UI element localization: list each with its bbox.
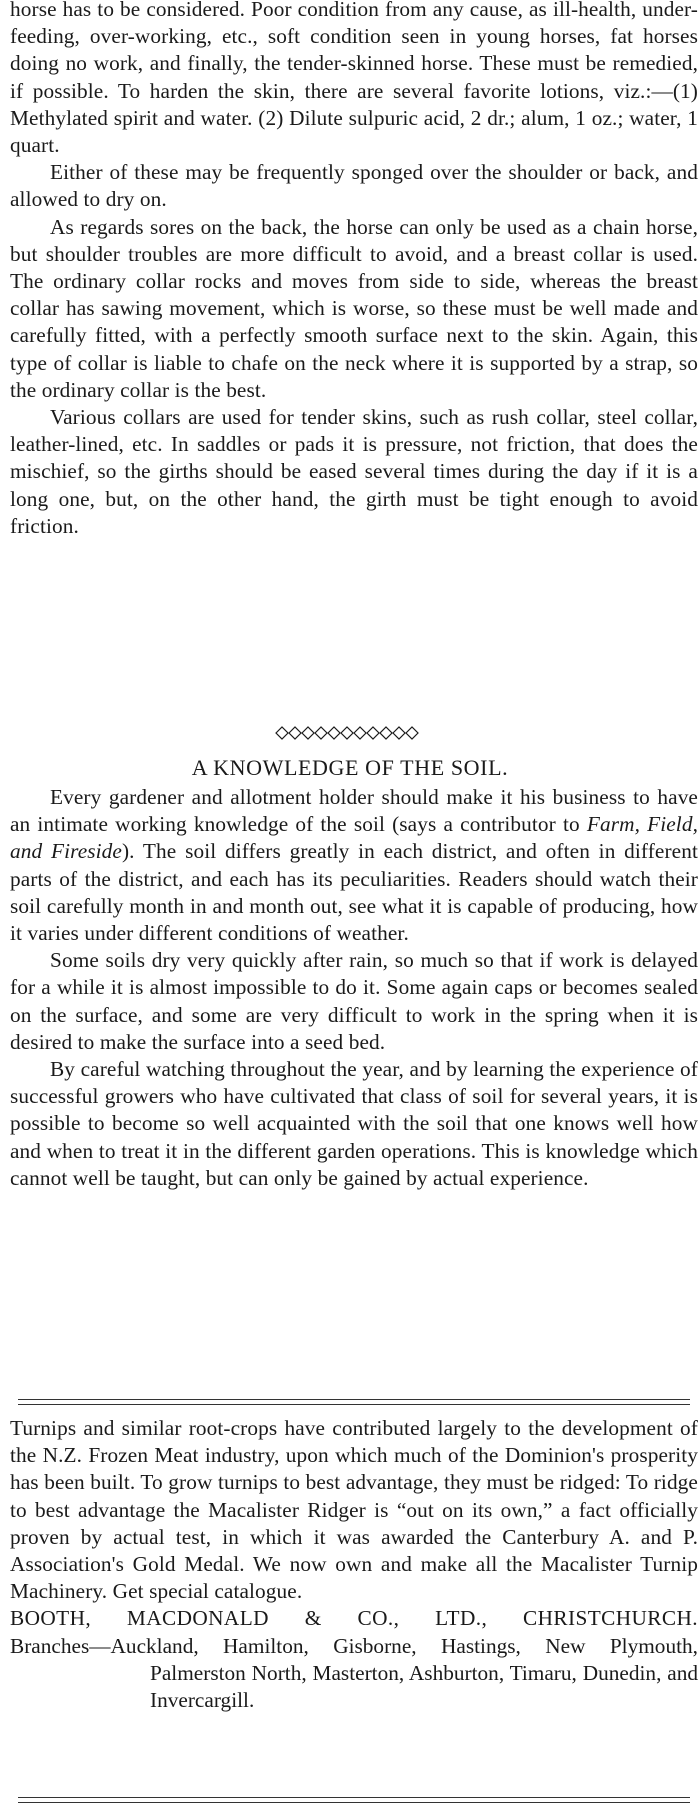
diamond-chain-divider-icon <box>275 726 425 740</box>
advertisement <box>10 1415 698 1714</box>
soil-paragraph-3: By careful watching throughout the year, and by learning the experience of successful growers who have cultivated that class of soil for several years, it is possible to become so well acquainted with the soil that one knows well how and when to treat it in the different garden operations. This is knowledge which cannot well be taught, but can only be gained by actual experience. <box>10 1057 698 1190</box>
publication-title: Farm, Field, and Fireside <box>10 812 699 864</box>
advert-branches <box>10 1633 698 1715</box>
soil-p1-before: Every gardener and allotment holder should make it his business to have an intimate working knowledge of the soil (says a contributor to <box>10 785 698 837</box>
soil-paragraph-1 <box>10 784 698 947</box>
ornament-divider <box>0 726 700 740</box>
horse-paragraph-1: horse has to be considered. Poor condition from any cause, as ill-health, under-feeding, over-working, etc., soft condition seen in young horses, fat horses doing no work, and finally, the tender-skinned horse. These must be remedied, if possible. To harden the skin, there are several favorite lotions, viz.:—(1) Methylated spirit and water. (2) Dilute sulpuric acid, 2 dr.; alum, 1 oz.; water, 1 quart. <box>10 0 698 158</box>
section-divider-top <box>18 1399 690 1405</box>
article-heading-soil: A KNOWLEDGE OF THE SOIL. <box>191 755 509 780</box>
horse-paragraph-2: Either of these may be frequently sponged over the shoulder or back, and allowed to dry on. <box>10 160 698 212</box>
soil-p1-after: ). The soil differs greatly in each district, and often in different parts of the district, and each has its peculiarities. Readers should watch their soil carefully month in and month out, see what it is capable of producing, how it varies under different conditions of weather. <box>10 839 698 946</box>
horse-article <box>10 0 698 540</box>
horse-paragraph-4: Various collars are used for tender skins, such as rush collar, steel collar, leather-lined, etc. In saddles or pads it is pressure, not friction, that does the mischief, so the girths should be eased several times during the day if it is a long one, but, on the other hand, the girth must be tight enough to avoid friction. <box>10 405 698 538</box>
branches-list: Auckland, Hamilton, Gisborne, Hastings, New Plymouth, Palmerston North, Masterton, Ashburton, Timaru, Dunedin, and Invercargill. <box>110 1633 698 1713</box>
advert-firm-name: BOOTH, MACDONALD & CO., LTD., CHRISTCHURCH. <box>10 1606 698 1631</box>
horse-paragraph-3: As regards sores on the back, the horse can only be used as a chain horse, but shoulder troubles are more difficult to avoid, and a breast collar is used. The ordinary collar rocks and moves from side to side, whereas the breast collar has sawing movement, which is worse, so these must be well made and carefully fitted, with a perfectly smooth surface next to the skin. Again, this type of collar is liable to chafe on the neck where it is supported by a strap, so the ordinary collar is the best. <box>10 214 698 402</box>
soil-article <box>10 784 698 1192</box>
section-divider-bottom <box>18 1797 690 1803</box>
advert-body: Turnips and similar root-crops have contributed largely to the development of the N.Z. Frozen Meat industry, upon which much of the Dominion's prosperity has been built. To grow turnips to best advantage, they must be ridged: To ridge to best advantage the Macalister Ridger is “out on its own,” a fact officially proven by actual test, in which it was awarded the Canterbury A. and P. Association's Gold Medal. We now own and make all the Macalister Turnip Machinery. Get special catalogue. <box>10 1416 698 1604</box>
soil-paragraph-2: Some soils dry very quickly after rain, so much so that if work is delayed for a while it is almost impossible to do it. Some again caps or becomes sealed on the surface, and some are very difficult to work in the spring when it is desired to make the surface into a seed bed. <box>10 948 698 1054</box>
branches-label: Branches— <box>10 1633 111 1658</box>
